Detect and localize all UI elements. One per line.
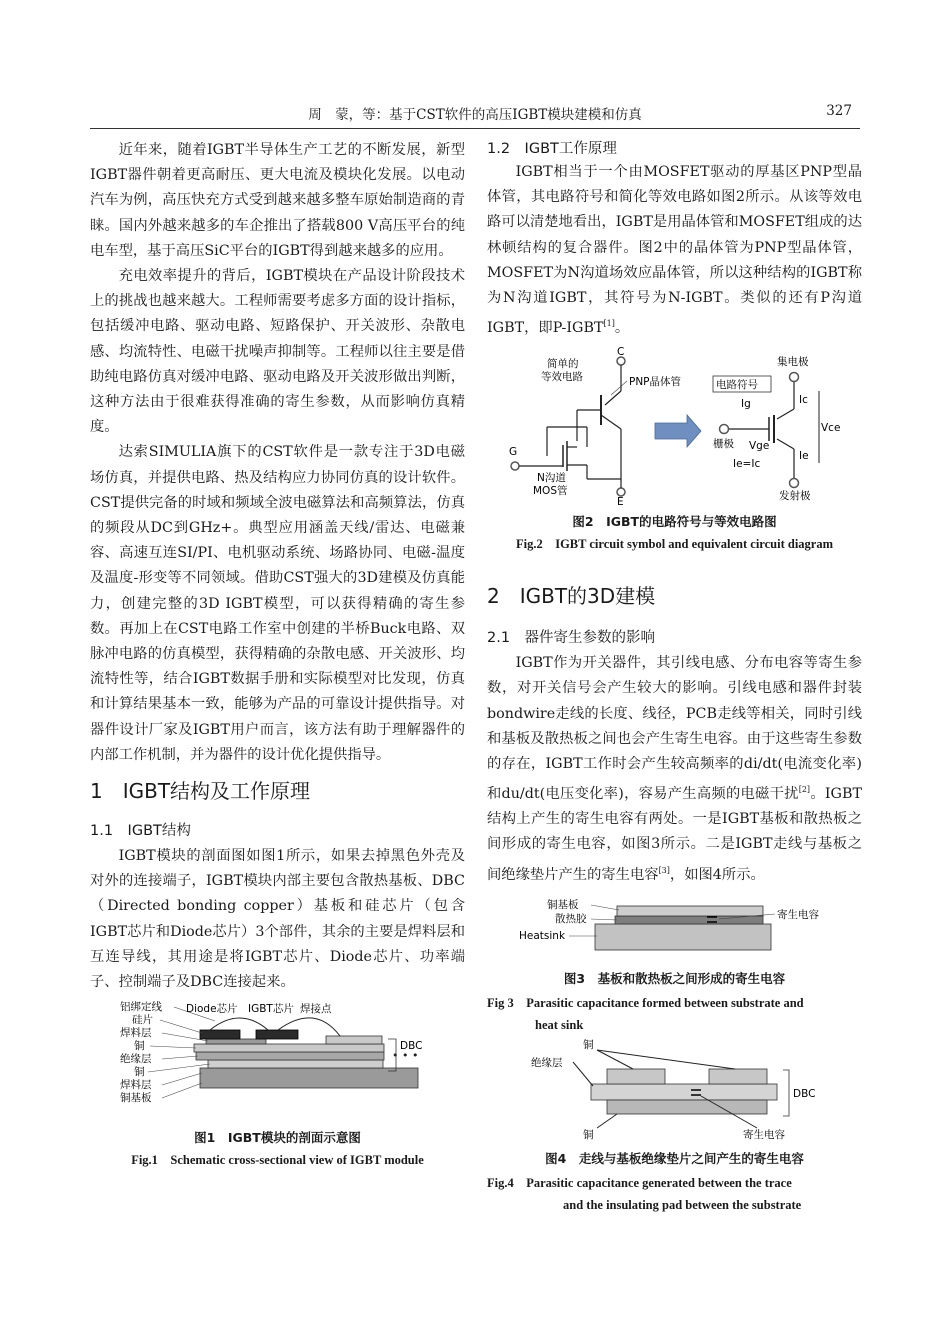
fig4-caption-en-cont: and the insulating pad between the substrate <box>563 1197 802 1212</box>
fig3-caption-cn: 图3 基板和散热板之间形成的寄生电容 <box>563 970 786 986</box>
fig1-label: DBC <box>400 1040 423 1053</box>
paragraph-structure: IGBT模块的剖面图如图1所示，如果去掉黑色外壳及对外的连接端子，IGBT模块内部主要包含散热基板、DBC（Directed bonding copper）基板和硅芯片（包含IGBT芯片和Diode芯片）3个部件，其余的主要是焊料层和互连导线，其用途是将IGBT芯片、Diode芯片、功率端子、控制端子及DBC连接起来。 <box>90 848 465 991</box>
fig1-label: 铝绑定线 <box>120 1001 162 1014</box>
figure-1-cross-section <box>90 1001 465 1127</box>
fig2-label: N沟道 <box>537 472 566 485</box>
fig1-label: 铜 <box>134 1040 145 1053</box>
fig2-label: G <box>509 446 518 459</box>
fig3-label: 散热胶 <box>555 912 587 925</box>
paragraph-cst: 达索SIMULIA旗下的CST软件是一款专注于3D电磁场仿真，并提供电路、热及结构应力协同仿真的设计软件。CST提供完备的时域和频域全波电磁算法和高频算法，仿真的频段从DC到GHz+。典型应用涵盖天线/雷达、电磁兼容、高速互连SI/PI、电机驱动系统、场路协同、电磁-温度及温度-形变等不同领域。借助CST强大的3D建模及仿真能力，创建完整的3D IGBT模型，可以获得精确的寄生参数。再加上在CST电路工作室中创建的半桥Buck电路、双脉冲电路的仿真模型，获得精确的杂散电感、开关波形、均流特性等，结合IGBT数据手册和实际模型对比发现，仿真和计算结果基本一致，能够为产品的可靠设计提供指导。对器件设计厂家及IGBT用户而言，该方法有助于理解器件的内部工作机制，并为器件的设计优化提供指导。 <box>90 444 465 763</box>
citation-3: [3] <box>658 865 670 875</box>
subsection-heading-2-1: 2.1 器件寄生参数的影响 <box>487 630 656 647</box>
svg-text:• • •: • • • <box>392 1049 419 1063</box>
citation-1: [1] <box>603 319 615 329</box>
paragraph-principle <box>487 160 862 341</box>
principle-text: IGBT相当于一个由MOSFET驱动的厚基区PNP型晶体管，其电路符号和简化等效电路如图2所示。从该等效电路可以清楚地看出，IGBT是用晶体管和MOSFET组成的达林顿结构的复合器件。图2中的晶体管为PNP型晶体管，MOSFET为N沟道场效应晶体管，所以这种结构的IGBT称为N沟道IGBT，其符号为N-IGBT。类似的还有P沟道IGBT，即P-IGBT <box>487 164 862 336</box>
fig4-caption-cn: 图4 走线与基板绝缘垫片之间产生的寄生电容 <box>545 1150 804 1166</box>
fig2-label: Vge <box>749 440 770 453</box>
fig3-caption-en-cont: heat sink <box>535 1017 584 1032</box>
fig1-caption-en: Fig.1 Schematic cross-sectional view of IGBT module <box>131 1153 424 1168</box>
fig3-label: Heatsink <box>519 929 566 942</box>
fig2-label: Ic <box>799 394 808 407</box>
fig1-label: Diode芯片 <box>186 1003 238 1016</box>
subsection-heading-1-1: 1.1 IGBT结构 <box>90 823 191 840</box>
fig1-label: 绝缘层 <box>120 1053 152 1066</box>
citation-2: [2] <box>798 785 811 795</box>
fig2-label: E <box>617 496 624 508</box>
figure-2-circuit <box>487 343 862 507</box>
fig3-label: 铜基板 <box>547 898 579 911</box>
figure-3-heatsink <box>487 894 862 964</box>
fig1-caption-cn: 图1 IGBT模块的剖面示意图 <box>194 1130 361 1146</box>
left-column <box>90 138 465 1171</box>
fig2-label: 栅极 <box>713 438 734 451</box>
fig4-label: DBC <box>793 1087 816 1100</box>
parasitics-text-c: ，如图4所示。 <box>669 866 765 883</box>
fig2-label: PNP晶体管 <box>629 376 682 389</box>
header-rule <box>90 128 860 129</box>
fig3-label: 寄生电容 <box>777 908 819 921</box>
fig1-label: IGBT芯片 <box>248 1003 294 1016</box>
fig2-label: C <box>617 346 625 359</box>
principle-end: 。 <box>614 319 630 336</box>
fig1-label: 铜 <box>134 1066 145 1079</box>
fig2-caption-en: Fig.2 IGBT circuit symbol and equivalent circuit diagram <box>515 537 834 552</box>
fig2-label: Ie=Ic <box>733 458 761 471</box>
fig4-label: 绝缘层 <box>531 1056 563 1069</box>
right-column <box>487 138 862 1216</box>
fig2-label: 发射极 <box>779 490 811 503</box>
paragraph-parasitics <box>487 651 862 887</box>
fig2-label: 简单的 <box>547 358 579 371</box>
fig1-label: 焊料层 <box>120 1027 152 1040</box>
paragraph-challenges: 充电效率提升的背后，IGBT模块在产品设计阶段技术上的挑战也越来越大。工程师需要考虑多方面的设计指标，包括缓冲电路、驱动电路、短路保护、开关波形、杂散电感、均流特性、电磁干扰噪声抑制等。工程师以往主要是借助纯电路仿真对缓冲电路、驱动电路及开关波形做出判断，这种方法由于很难获得准确的寄生参数，从而影响仿真精度。 <box>90 268 465 436</box>
fig1-label: 硅片 <box>132 1014 153 1027</box>
fig1-label: 铜基板 <box>120 1092 152 1105</box>
header-title: 周 蒙，等：基于CST软件的高压IGBT模块建模和仿真 <box>308 107 642 123</box>
parasitics-text-a: IGBT作为开关器件，其引线电感、分布电容等寄生参数，对开关信号会产生较大的影响。引线电感和器件封装bondwire走线的长度、线径，PCB走线等相关，同时引线和基板及散热板之间也会产生寄生电容。由于这些寄生参数的存在，IGBT工作时会产生较高频率的di/dt(电流变化率)和du/dt(电压变化率)，容易产生高频的电磁干扰 <box>487 655 862 802</box>
page-number: 327 <box>826 103 852 119</box>
fig2-label: Ie <box>799 450 809 463</box>
figure-4-trace-pad <box>487 1038 862 1148</box>
fig2-label: Ig <box>741 398 751 411</box>
fig1-label: 焊接点 <box>300 1003 332 1016</box>
paragraph-intro: 近年来，随着IGBT半导体生产工艺的不断发展，新型IGBT器件朝着更高耐压、更大电流及模块化发展。以电动汽车为例，高压快充方式受到越来越多整车原始制造商的青睐。国内外越来越多的车企推出了搭载800 V高压平台的纯电车型，基于高压SiC平台的IGBT得到越来越多的应用。 <box>90 142 465 259</box>
fig4-caption-en: Fig.4 Parasitic capacitance generated between the trace <box>487 1175 792 1190</box>
section-heading-1: 1 IGBT结构及工作原理 <box>90 779 311 804</box>
fig2-label: 等效电路 <box>541 371 583 384</box>
fig2-label: Vce <box>821 422 841 435</box>
fig4-label: 铜 <box>583 1038 594 1051</box>
fig2-label: MOS管 <box>533 485 568 498</box>
running-header <box>90 103 860 123</box>
fig2-label: 电路符号 <box>716 379 758 392</box>
subsection-heading-1-2: 1.2 IGBT工作原理 <box>487 141 617 157</box>
fig1-label: 焊料层 <box>120 1079 152 1092</box>
fig2-caption-cn: 图2 IGBT的电路符号与等效电路图 <box>572 514 777 530</box>
fig3-caption-en: Fig 3 Parasitic capacitance formed between substrate and <box>487 995 804 1010</box>
parasitics-text-b: 。IGBT结构上产生的寄生电容有两处。一是IGBT基板和散热板之间形成的寄生电容，如图3所示。二是IGBT走线与基板之间绝缘垫片产生的寄生电容 <box>487 785 862 883</box>
fig4-label: 寄生电容 <box>743 1128 785 1141</box>
fig4-label: 铜 <box>583 1128 594 1141</box>
fig2-label: 集电极 <box>777 356 809 369</box>
section-heading-2: 2 IGBT的3D建模 <box>487 584 656 609</box>
